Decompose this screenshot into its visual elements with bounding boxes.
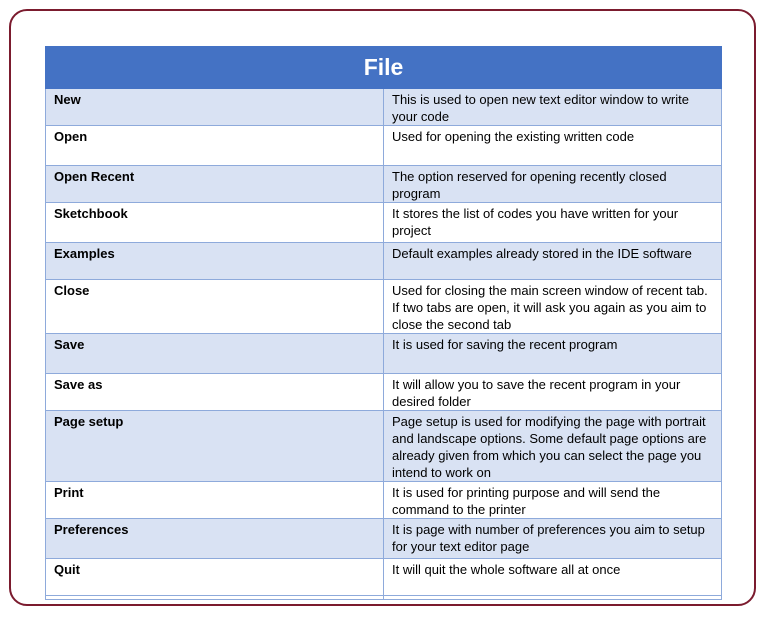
table-row	[46, 89, 722, 126]
row-label: Page setup	[46, 411, 384, 482]
row-description: It will allow you to save the recent program in your desired folder	[384, 374, 722, 411]
row-label: Sketchbook	[46, 203, 384, 243]
table-row	[46, 280, 722, 334]
table-row	[46, 559, 722, 596]
table-title: File	[46, 47, 722, 89]
empty-cell	[384, 596, 722, 600]
file-menu-table-container	[45, 46, 722, 600]
row-description: Used for opening the existing written code	[384, 126, 722, 166]
row-description: The option reserved for opening recently closed program	[384, 166, 722, 203]
row-description: It is used for printing purpose and will send the command to the printer	[384, 482, 722, 519]
row-label: Close	[46, 280, 384, 334]
row-label: Print	[46, 482, 384, 519]
row-label: Open Recent	[46, 166, 384, 203]
row-description: Used for closing the main screen window of recent tab. If two tabs are open, it will ask you again as you aim to close the second tab	[384, 280, 722, 334]
table-row	[46, 519, 722, 559]
file-menu-table	[45, 46, 722, 600]
row-label: Open	[46, 126, 384, 166]
row-description: This is used to open new text editor window to write your code	[384, 89, 722, 126]
row-description: It will quit the whole software all at once	[384, 559, 722, 596]
row-label: New	[46, 89, 384, 126]
row-label: Save	[46, 334, 384, 374]
row-label: Examples	[46, 243, 384, 280]
table-row	[46, 411, 722, 482]
row-description: Default examples already stored in the IDE software	[384, 243, 722, 280]
table-row	[46, 243, 722, 280]
row-label: Quit	[46, 559, 384, 596]
row-description: It is used for saving the recent program	[384, 334, 722, 374]
row-description: It is page with number of preferences you aim to setup for your text editor page	[384, 519, 722, 559]
table-row	[46, 166, 722, 203]
table-row	[46, 482, 722, 519]
table-row	[46, 374, 722, 411]
table-row	[46, 203, 722, 243]
table-end-row	[46, 596, 722, 600]
empty-cell	[46, 596, 384, 600]
row-label: Preferences	[46, 519, 384, 559]
row-label: Save as	[46, 374, 384, 411]
table-row	[46, 334, 722, 374]
row-description: It stores the list of codes you have written for your project	[384, 203, 722, 243]
row-description: Page setup is used for modifying the page with portrait and landscape options. Some default page options are already given from which you can select the page you intend to work on	[384, 411, 722, 482]
table-row	[46, 126, 722, 166]
